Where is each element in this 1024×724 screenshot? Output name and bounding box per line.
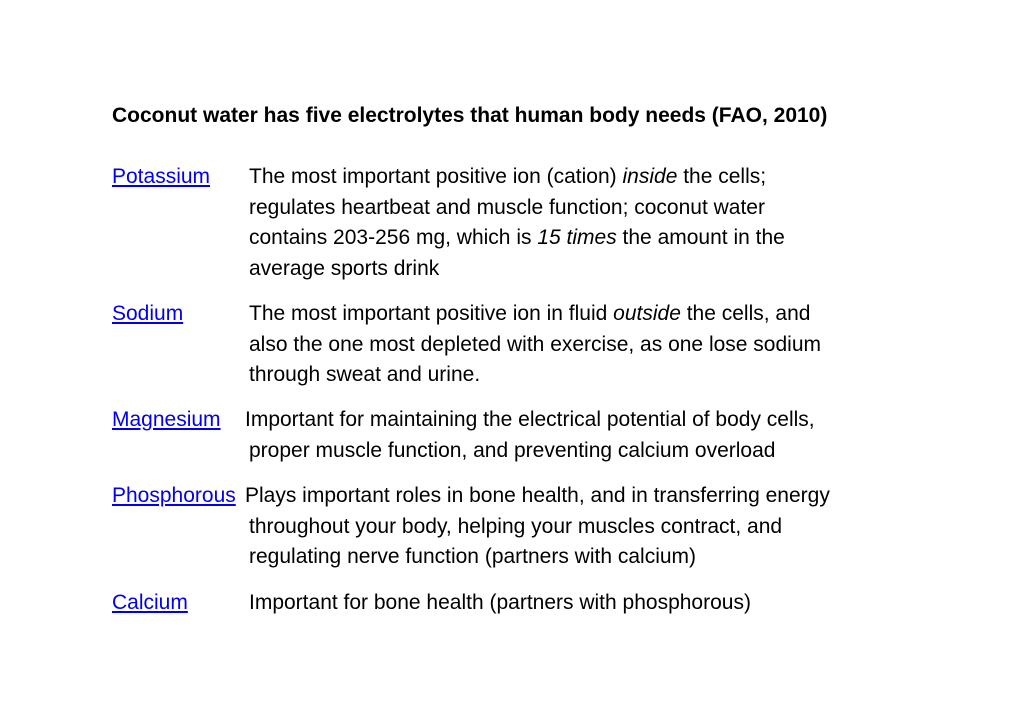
description-line: Important for maintaining the electrical potential of body cells, [245,408,815,431]
description-line: through sweat and urine. [249,363,481,386]
emphasis-text: 15 times [537,226,617,249]
description-line: throughout your body, helping your muscles contract, and [249,514,783,538]
description-line: average sports drink [249,256,440,280]
description-line: Plays important roles in bone health, and in transferring energy [245,484,830,507]
description-potassium [249,162,921,284]
description-sodium [249,299,921,391]
electrolyte-entry-phosphorous [112,481,922,575]
term-link-sodium[interactable]: Sodium [112,302,184,325]
description-calcium [249,588,921,619]
term-link-potassium[interactable]: Potassium [112,165,211,188]
term-link-calcium[interactable]: Calcium [112,591,188,614]
description-line: regulating nerve function (partners with calcium) [249,545,697,568]
description-line: The most important positive ion (cation) inside the cells; [249,165,767,188]
electrolyte-entry-magnesium [112,405,922,469]
description-line: proper muscle function, and preventing calcium overload [249,438,776,462]
emphasis-text: inside [622,165,678,188]
description-magnesium [245,405,921,466]
description-line: Important for bone health (partners with phosphorous) [249,591,751,614]
description-line: also the one most depleted with exercise, as one lose sodium [249,332,821,356]
emphasis-text: outside [613,302,681,325]
description-line: The most important positive ion in fluid outside the cells, and [249,302,811,325]
slide-title: Coconut water has five electrolytes that human body needs (FAO, 2010) [112,104,828,127]
electrolyte-entry-sodium [112,299,922,393]
description-phosphorous [245,481,921,573]
electrolyte-entry-potassium [112,162,922,286]
description-line: regulates heartbeat and muscle function; coconut water [249,195,765,219]
description-line: contains 203-256 mg, which is 15 times the amount in the [249,226,785,249]
term-link-phosphorous[interactable]: Phosphorous [112,484,236,507]
electrolyte-entry-calcium [112,588,922,620]
term-link-magnesium[interactable]: Magnesium [112,408,221,431]
